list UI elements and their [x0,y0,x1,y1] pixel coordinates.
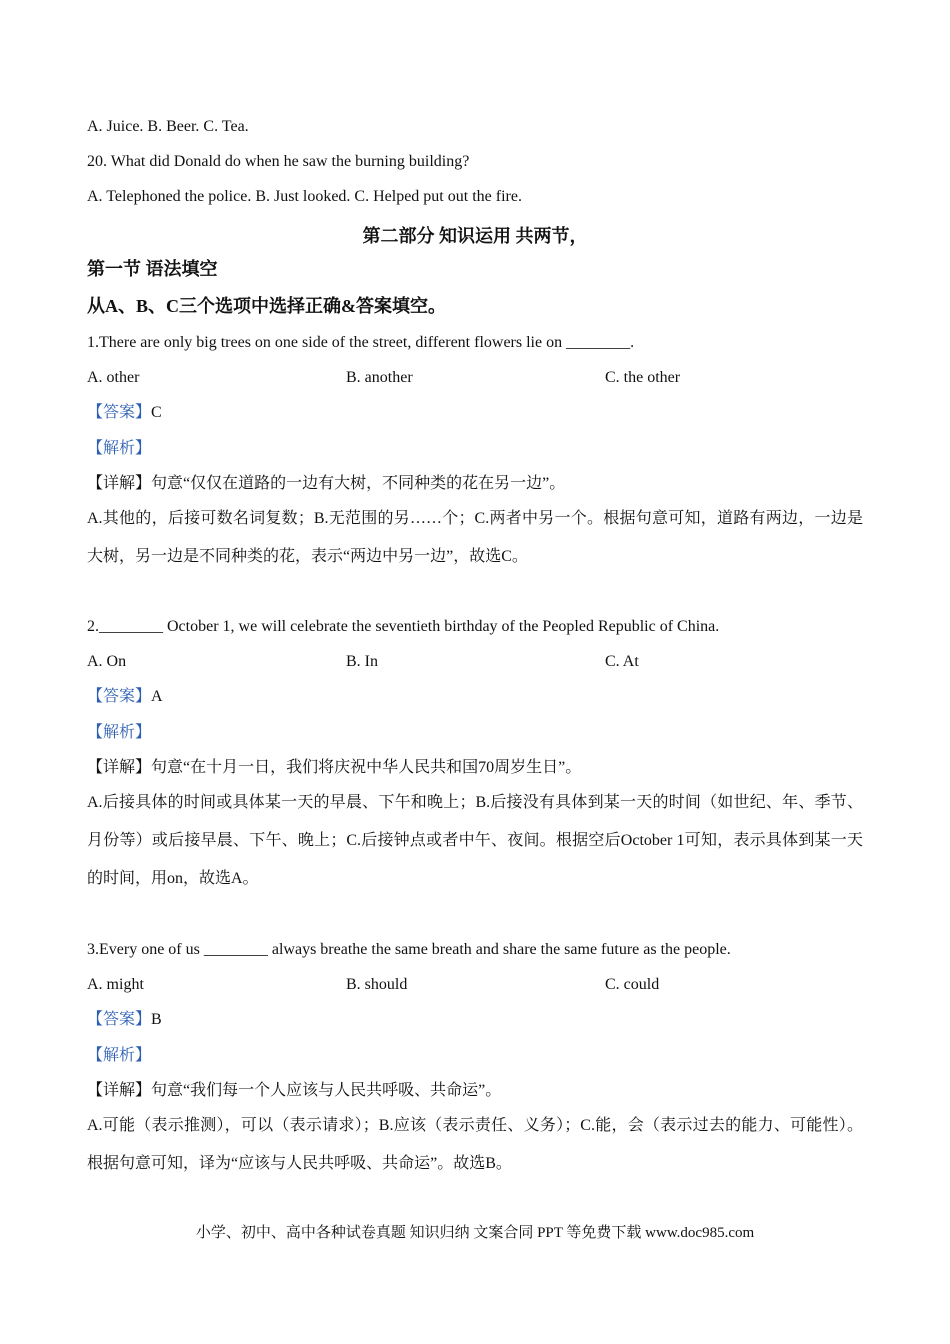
question-1-stem: 1.There are only big trees on one side of the street, different flowers lie on ________. [87,334,635,351]
option-c: C. the other [605,369,681,386]
q20-options: A. Telephoned the police. B. Just looked. C. Helped put out the fire. [87,188,522,205]
question-1-options [87,368,867,388]
question-2-stem: 2.________ October 1, we will celebrate the seventieth birthday of the Peopled Republic of China. [87,618,720,635]
section-subtitle: 第一节 语法填空 [87,259,218,279]
detail-text: 句意“在十月一日，我们将庆祝中华人民共和国70周岁生日”。 [151,759,582,776]
answer-value: A [151,688,163,705]
answer-line [87,403,162,423]
question-3-options [87,975,867,995]
option-b: B. should [346,976,408,993]
question-3-stem: 3.Every one of us ________ always breathe the same breath and share the same future as the people. [87,941,731,958]
detail-tag: 【详解】 [87,475,152,492]
answer-value: B [151,1011,162,1028]
answer-line [87,687,163,707]
answer-line [87,1010,162,1030]
option-b: B. In [346,653,378,670]
detail-text: 句意“仅仅在道路的一边有大树，不同种类的花在另一边”。 [151,475,566,492]
detail-line [87,474,565,494]
option-c: C. At [605,653,639,670]
analysis-tag: 【解析】 [87,724,152,741]
explanation: A.可能（表示推测），可以（表示请求）；B.应该（表示责任、义务）；C.能，会（表示过去的能力、可能性）。根据句意可知，译为“应该与人民共呼吸、共命运”。故选B。 [87,1117,863,1172]
detail-line [87,1081,501,1101]
detail-tag: 【详解】 [87,1082,152,1099]
part-title: 第二部分 知识运用 共两节， [362,226,588,246]
explanation: A.后接具体的时间或具体某一天的早晨、下午和晚上；B.后接没有具体到某一天的时间（如世纪、年、季节、月份等）或后接早晨、下午、晚上；C.后接钟点或者中午、夜间。根据空后October 1可知，表示具体到某一天的时间，用on，故选A。 [87,794,863,887]
explanation: A.其他的，后接可数名词复数；B.无范围的另……个；C.两者中另一个。根据句意可知，道路有两边，一边是大树，另一边是不同种类的花，表示“两边中另一边”，故选C。 [87,510,863,565]
detail-tag: 【详解】 [87,759,152,776]
detail-text: 句意“我们每一个人应该与人民共呼吸、共命运”。 [151,1082,502,1099]
analysis-tag: 【解析】 [87,1047,152,1064]
q20-question: 20. What did Donald do when he saw the burning building? [87,153,470,170]
option-a: A. other [87,369,140,386]
answer-tag: 【答案】 [87,688,152,705]
q19-options: A. Juice. B. Beer. C. Tea. [87,118,249,135]
option-b: B. another [346,369,413,386]
answer-tag: 【答案】 [87,1011,152,1028]
option-c: C. could [605,976,660,993]
option-a: A. On [87,653,127,670]
section-instruction: 从A、B、C三个选项中选择正确&答案填空。 [87,296,446,316]
answer-value: C [151,404,162,421]
analysis-tag: 【解析】 [87,440,152,457]
footer-text: 小学、初中、高中各种试卷真题 知识归纳 文案合同 PPT 等免费下载 www.doc985.com [195,1225,755,1241]
detail-line [87,758,581,778]
question-2-options [87,652,867,672]
option-a: A. might [87,976,144,993]
answer-tag: 【答案】 [87,404,152,421]
